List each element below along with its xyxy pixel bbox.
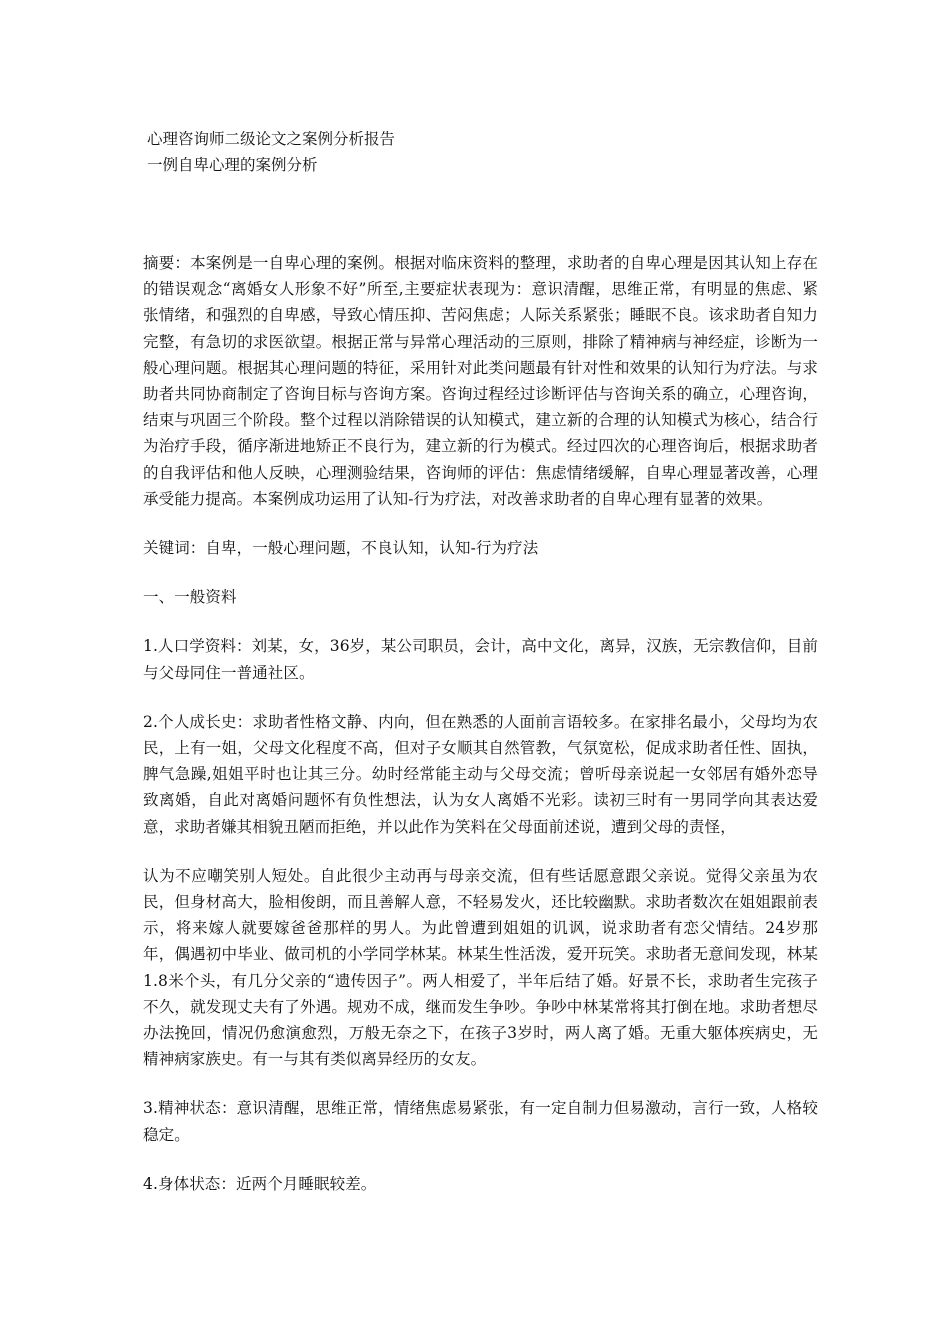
- physical-state-paragraph: 4.身体状态：近两个月睡眠较差。: [143, 1174, 377, 1193]
- document-body: [143, 250, 818, 1220]
- mental-state-paragraph: 3.精神状态：意识清醒，思维正常，情绪焦虑易紧张，有一定自制力但易激动，言行一致，人格较稳定。: [143, 1099, 818, 1144]
- document-subtitle: 一例自卑心理的案例分析: [147, 156, 318, 174]
- abstract-paragraph: 摘要：本案例是一自卑心理的案例。根据对临床资料的整理，求助者的自卑心理是因其认知上存在的错误观念“离婚女人形象不好”所至,主要症状表现为：意识清醒，思维正常，有明显的焦虑、紧张情绪，和强烈的自卑感，导致心情压抑、苦闷焦虑；人际关系紧张；睡眠不良。该求助者自知力完整，有急切的求医欲望。根据正常与异常心理活动的三原则，排除了精神病与神经症，诊断为一般心理问题。根据其心理问题的特征，采用针对此类问题最有针对性和效果的认知行为疗法。与求助者共同协商制定了咨询目标与咨询方案。咨询过程经过诊断评估与咨询关系的确立，心理咨询，结束与巩固三个阶段。整个过程以消除错误的认知模式，建立新的合理的认知模式为核心，结合行为治疗手段，循序渐进地矫正不良行为，建立新的行为模式。经过四次的心理咨询后，根据求助者的自我评估和他人反映，心理测验结果，咨询师的评估：焦虑情绪缓解，自卑心理显著改善，心理承受能力提高。本案例成功运用了认知-行为疗法，对改善求助者的自卑心理有显著的效果。: [143, 254, 818, 508]
- demographic-paragraph: 1.人口学资料：刘某，女，36岁，某公司职员，会计，高中文化，离异，汉族，无宗教信仰，目前与父母同住一普通社区。: [143, 637, 818, 682]
- growth-history-paragraph: 2.个人成长史：求助者性格文静、内向，但在熟悉的人面前言语较多。在家排名最小，父母均为农民，上有一姐，父母文化程度不高，但对子女顺其自然管教，气氛宽松，促成求助者任性、固执，脾气急躁,姐姐平时也让其三分。幼时经常能主动与父母交流；曾听母亲说起一女邻居有婚外恋导致离婚，自此对离婚问题怀有负性想法，认为女人离婚不光彩。读初三时有一男同学向其表达爱意，求助者嫌其相貌丑陋而拒绝，并以此作为笑料在父母面前述说，遭到父母的责怪，: [143, 712, 818, 836]
- section-heading: 一、一般资料: [143, 588, 237, 607]
- keywords-paragraph: 关键词：自卑，一般心理问题，不良认知，认知-行为疗法: [143, 539, 539, 558]
- title-block: [147, 126, 827, 178]
- growth-history-continued-paragraph: 认为不应嘲笑别人短处。自此很少主动再与母亲交流，但有些话愿意跟父亲说。觉得父亲虽为农民，但身材高大，脸相俊朗，而且善解人意，不轻易发火，还比较幽默。求助者数次在姐姐跟前表示，将来嫁人就要嫁爸爸那样的男人。为此曾遭到姐姐的讥讽，说求助者有恋父情结。24岁那年，偶遇初中毕业、做司机的小学同学林某。林某生性活泼，爱开玩笑。求助者无意间发现，林某1.8米个头，有几分父亲的“遗传因子”。两人相爱了，半年后结了婚。好景不长，求助者生完孩子不久，就发现丈夫有了外遇。规劝不成，继而发生争吵。争吵中林某常将其打倒在地。求助者想尽办法挽回，情况仍愈演愈烈，万般无奈之下，在孩子3岁时，两人离了婚。无重大躯体疾病史，无精神病家族史。有一与其有类似离异经历的女友。: [143, 866, 818, 1069]
- document-title: 心理咨询师二级论文之案例分析报告: [147, 130, 396, 148]
